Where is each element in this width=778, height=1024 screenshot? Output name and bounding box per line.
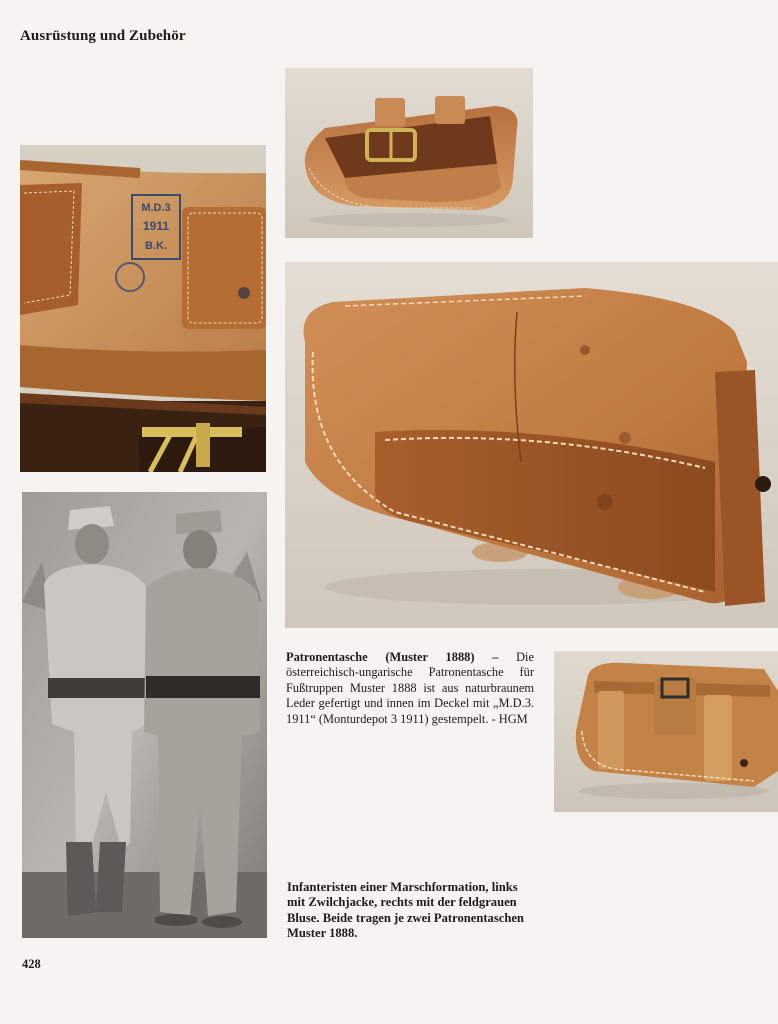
page-number: 428 — [22, 957, 41, 971]
stamp-line-3: B.K. — [145, 240, 167, 252]
caption-soldiers: Infanteristen einer Marschformation, links mit Zwilchjacke, rechts mit der feldgrauen Bluse. Beide tragen je zwei Patronentaschen Muster 1888. — [287, 880, 524, 941]
caption-cartridge-pouch-title: Patronentasche (Muster 1888) – — [286, 650, 499, 664]
section-header: Ausrüstung und Zubehör — [20, 28, 186, 44]
stamp-line-2: 1911 — [142, 219, 170, 233]
photo-pouch-open-top — [285, 68, 533, 238]
caption-cartridge-pouch — [286, 650, 534, 727]
photo-lid-stamp-closeup — [20, 145, 266, 472]
photo-two-soldiers — [22, 492, 267, 938]
photo-pouch-back-small — [554, 651, 778, 812]
caption-cartridge-pouch-body: Die österreichisch-ungarische Patronentasche für Fußtruppen Muster 1888 ist aus naturbraunem Leder gefertigt und innen im Deckel mit „M.D.3. 1911“ (Monturdepot 3 1911) gestempelt. - HGM — [286, 650, 534, 726]
photo-pouch-closed-large — [285, 262, 778, 628]
stamp-line-1: M.D.3 — [141, 202, 171, 214]
